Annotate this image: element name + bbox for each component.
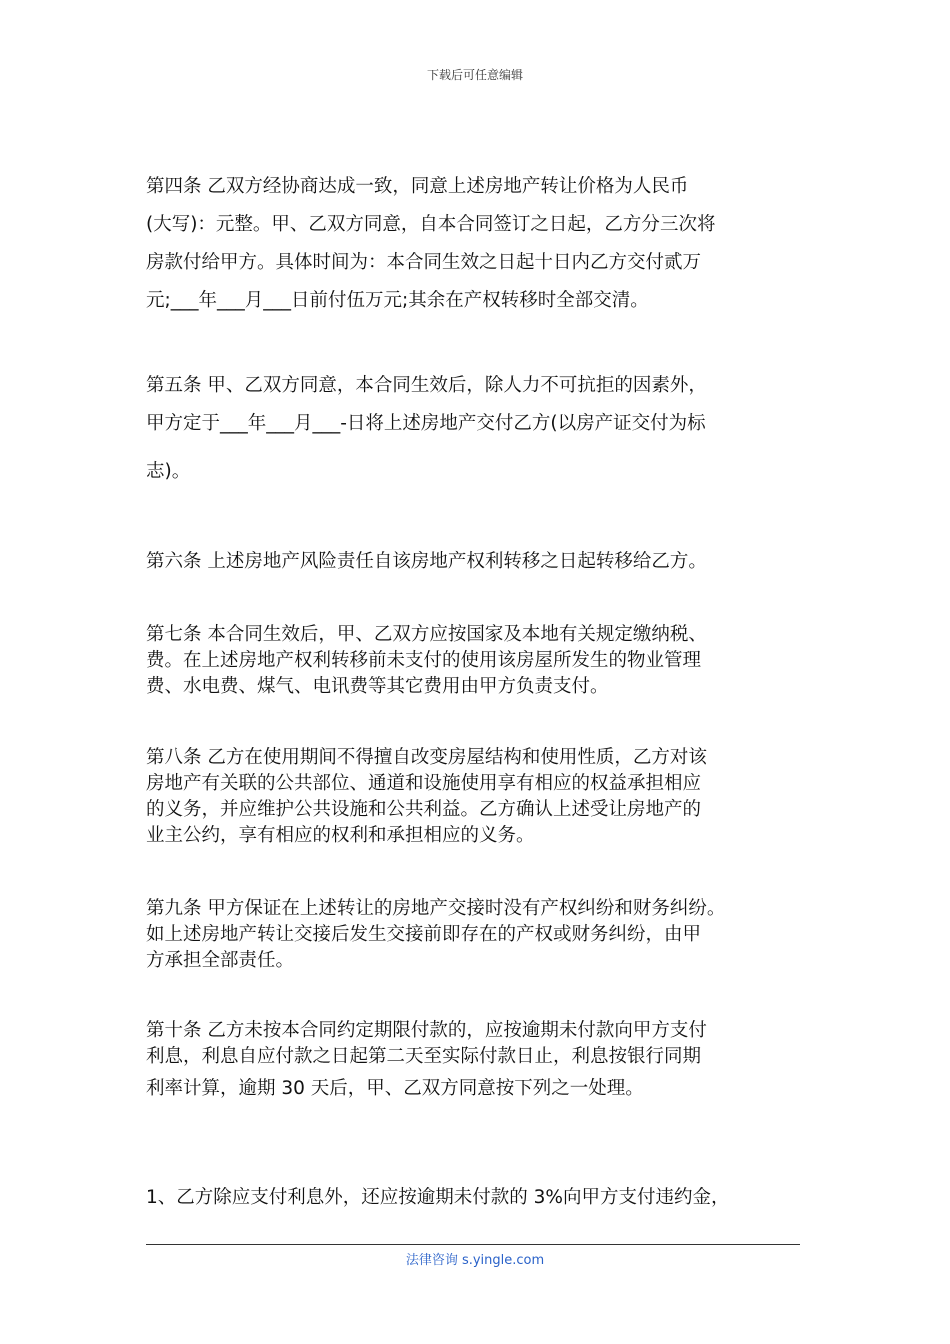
article-7 (146, 622, 818, 700)
article-8 (146, 745, 818, 849)
article-4-line-3: 房款付给甲方。具体时间为：本合同生效之日起十日内乙方交付贰万 (146, 252, 702, 273)
article-10-line-2: 利息，利息自应付款之日起第二天至实际付款日止，利息按银行同期 (146, 1046, 702, 1067)
article-10-line-1: 第十条 乙方未按本合同约定期限付款的，应按逾期未付款向甲方支付 (146, 1020, 707, 1041)
article-5-line-1: 第五条 甲、乙双方同意，本合同生效后，除人力不可抗拒的因素外， (146, 375, 707, 396)
item-1-line-1: 1、乙方除应支付利息外，还应按逾期未付款的 3%向甲方支付违约金， (146, 1187, 730, 1208)
article-10 (146, 1018, 818, 1108)
article-7-line-3: 费、水电费、煤气、电讯费等其它费用由甲方负责支付。 (146, 676, 609, 697)
article-4-line-1: 第四条 乙双方经协商达成一致，同意上述房地产转让价格为人民币 (146, 176, 689, 197)
article-8-line-1: 第八条 乙方在使用期间不得擅自改变房屋结构和使用性质，乙方对该 (146, 747, 707, 768)
article-4 (146, 168, 818, 320)
footer-divider (146, 1244, 800, 1245)
article-9 (146, 896, 818, 974)
item-1 (146, 1179, 818, 1217)
article-5 (146, 367, 818, 501)
article-6 (146, 543, 818, 581)
article-9-line-1: 第九条 甲方保证在上述转让的房地产交接时没有产权纠纷和财务纠纷。 (146, 898, 726, 919)
article-6-line-1: 第六条 上述房地产风险责任自该房地产权利转移之日起转移给乙方。 (146, 551, 707, 572)
article-9-line-3: 方承担全部责任。 (146, 950, 295, 971)
article-8-line-2: 房地产有关联的公共部位、通道和设施使用享有相应的权益承担相应 (146, 773, 702, 794)
article-7-line-2: 费。在上述房地产权利转移前未支付的使用该房屋所发生的物业管理 (146, 650, 702, 671)
article-4-line-4: 元;___年___月___日前付伍万元;其余在产权转移时全部交清。 (146, 290, 649, 311)
article-4-line-2: (大写)：元整。甲、乙双方同意，自本合同签订之日起，乙方分三次将 (146, 214, 716, 235)
article-8-line-3: 的义务，并应维护公共设施和公共利益。乙方确认上述受让房地产的 (146, 799, 702, 820)
article-7-line-1: 第七条 本合同生效后，甲、乙双方应按国家及本地有关规定缴纳税、 (146, 624, 707, 645)
article-5-line-3: 志)。 (146, 461, 191, 482)
footer-link[interactable]: 法律咨询 s.yingle.com (405, 1253, 545, 1268)
page-header: 下载后可任意编辑 (426, 68, 523, 82)
article-8-line-4: 业主公约，享有相应的权利和承担相应的义务。 (146, 825, 535, 846)
article-5-line-2: 甲方定于___年___月___-日将上述房地产交付乙方(以房产证交付为标 (146, 413, 706, 434)
article-10-line-3: 利率计算，逾期 30 天后，甲、乙双方同意按下列之一处理。 (146, 1078, 644, 1099)
article-9-line-2: 如上述房地产转让交接后发生交接前即存在的产权或财务纠纷，由甲 (146, 924, 702, 945)
